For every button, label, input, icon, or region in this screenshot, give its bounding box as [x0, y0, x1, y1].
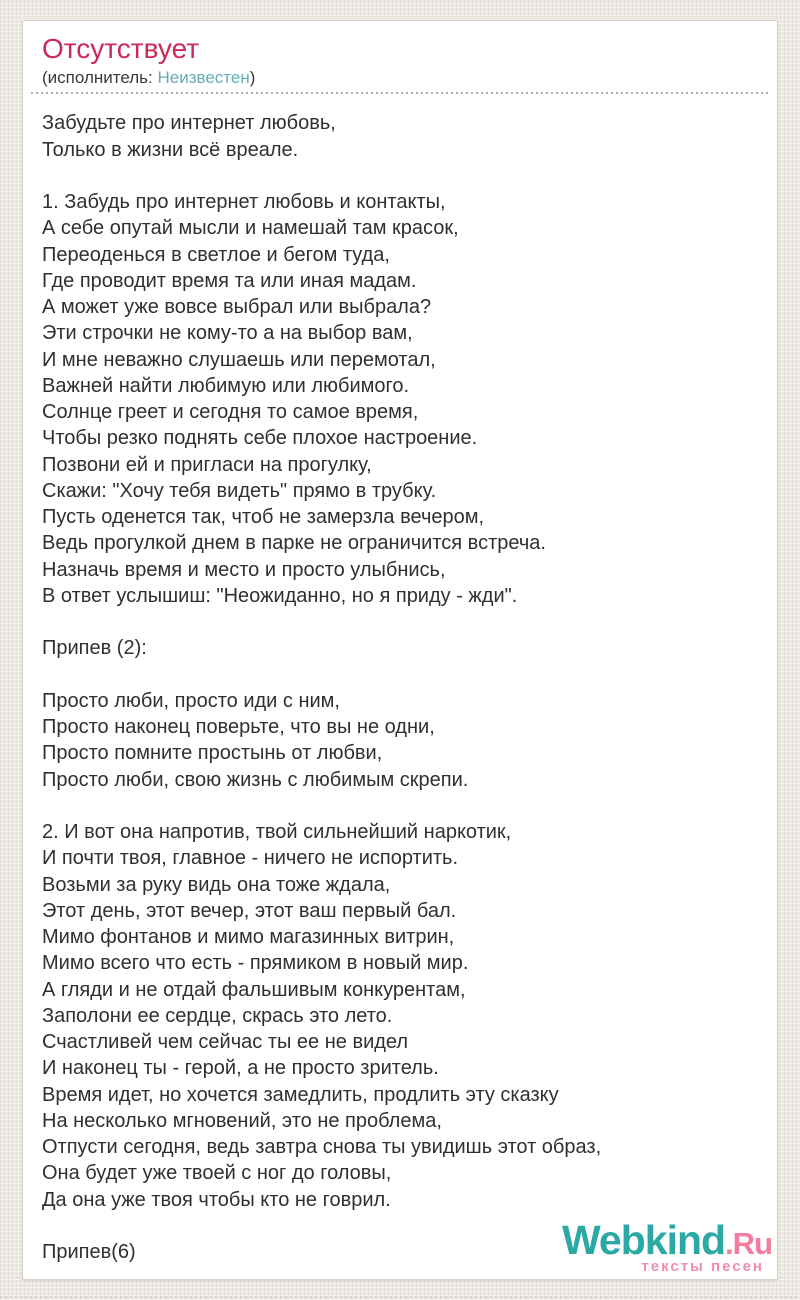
lyric-line: Она будет уже твоей с ног до головы,: [42, 1162, 392, 1185]
lyric-line: Возьми за руку видь она тоже ждала,: [42, 873, 391, 896]
lyric-line: Просто люби, просто иди с ним,: [42, 689, 340, 712]
lyric-line: Пусть оденется так, чтоб не замерзла вечером,: [42, 506, 485, 529]
lyric-line: В ответ услышиш: "Неожиданно, но я приду - жди".: [42, 584, 518, 607]
lyric-line: Счастливей чем сейчас ты ее не видел: [42, 1031, 409, 1054]
lyric-line: Этот день, этот вечер, этот ваш первый бал.: [42, 899, 457, 922]
lyric-line: Просто люби, свою жизнь с любимым скрепи.: [42, 768, 469, 791]
dotted-separator: [31, 92, 769, 94]
lyric-line: [42, 793, 758, 819]
lyric-line: Забудьте про интернет любовь,: [42, 112, 336, 135]
lyric-line: Только в жизни всё вреале.: [42, 138, 299, 161]
artist-link[interactable]: Неизвестен: [157, 67, 250, 87]
lyric-line: Да она уже твоя чтобы кто не говрил.: [42, 1188, 391, 1211]
background-dotted-texture: [0, 1296, 800, 1298]
lyric-line: Просто наконец поверьте, что вы не одни,: [42, 716, 435, 739]
webkind-logo-main-text: Webkind: [561, 1217, 726, 1264]
lyric-line: Переоденься в светлое и бегом туда,: [42, 243, 390, 266]
lyric-line: А себе опутай мысли и намешай там красок,: [42, 217, 459, 240]
lyric-line: [42, 609, 758, 635]
lyric-line: Время идет, но хочется замедлить, продлить эту сказку: [42, 1083, 559, 1106]
webkind-logo-domain-suffix: .Ru: [725, 1226, 772, 1262]
webkind-logo-wordmark: [561, 1217, 772, 1264]
lyric-line: Где проводит время та или иная мадам.: [42, 269, 417, 292]
lyric-line: Мимо всего что есть - прямиком в новый мир.: [42, 952, 469, 975]
lyric-line: [42, 163, 758, 189]
lyric-line: Эти строчки не кому-то а на выбор вам,: [42, 322, 413, 345]
lyric-line: А гляди и не отдай фальшивым конкурентам,: [42, 978, 466, 1001]
lyric-line: На несколько мгновений, это не проблема,: [42, 1109, 442, 1132]
lyric-line: Заполони ее сердце, скрась это лето.: [42, 1004, 393, 1027]
lyric-line: Солнце греет и сегодня то самое время,: [42, 401, 419, 424]
lyrics-card: [22, 20, 778, 1280]
lyric-line: Скажи: "Хочу тебя видеть" прямо в трубку.: [42, 479, 437, 502]
artist-label-close: ): [249, 67, 256, 87]
lyric-line: Отпусти сегодня, ведь завтра снова ты увидишь этот образ,: [42, 1136, 602, 1159]
lyric-line: Припев(6): [42, 1241, 136, 1264]
song-header: [31, 34, 769, 87]
page-title: Отсутствует: [42, 33, 200, 64]
lyric-line: [42, 662, 758, 688]
lyrics-text: [31, 110, 769, 1265]
lyric-line: Важней найти любимую или любимого.: [42, 374, 410, 397]
lyric-line: И мне неважно слушаешь или перемотал,: [42, 348, 436, 371]
lyric-line: А может уже вовсе выбрал или выбрала?: [42, 296, 432, 319]
webkind-logo-tagline: тексты песен: [641, 1258, 764, 1275]
lyric-line: И наконец ты - герой, а не просто зритель.: [42, 1057, 439, 1080]
webkind-logo[interactable]: [561, 1217, 772, 1275]
lyric-line: И почти твоя, главное - ничего не испортить.: [42, 847, 459, 870]
lyric-line: Припев (2):: [42, 637, 147, 660]
artist-label: (исполнитель:: [42, 67, 158, 87]
lyric-line: Назначь время и место и просто улыбнись,: [42, 558, 446, 581]
lyric-line: Позвони ей и пригласи на прогулку,: [42, 453, 372, 476]
lyric-line: Ведь прогулкой днем в парке не ограничится встреча.: [42, 532, 546, 555]
lyric-line: Мимо фонтанов и мимо магазинных витрин,: [42, 926, 455, 949]
lyric-line: Чтобы резко поднять себе плохое настроение.: [42, 427, 478, 450]
lyric-line: 2. И вот она напротив, твой сильнейший наркотик,: [42, 821, 512, 844]
lyric-line: 1. Забудь про интернет любовь и контакты,: [42, 191, 446, 214]
artist-line: [42, 68, 758, 88]
lyric-line: Просто помните простынь от любви,: [42, 742, 383, 765]
